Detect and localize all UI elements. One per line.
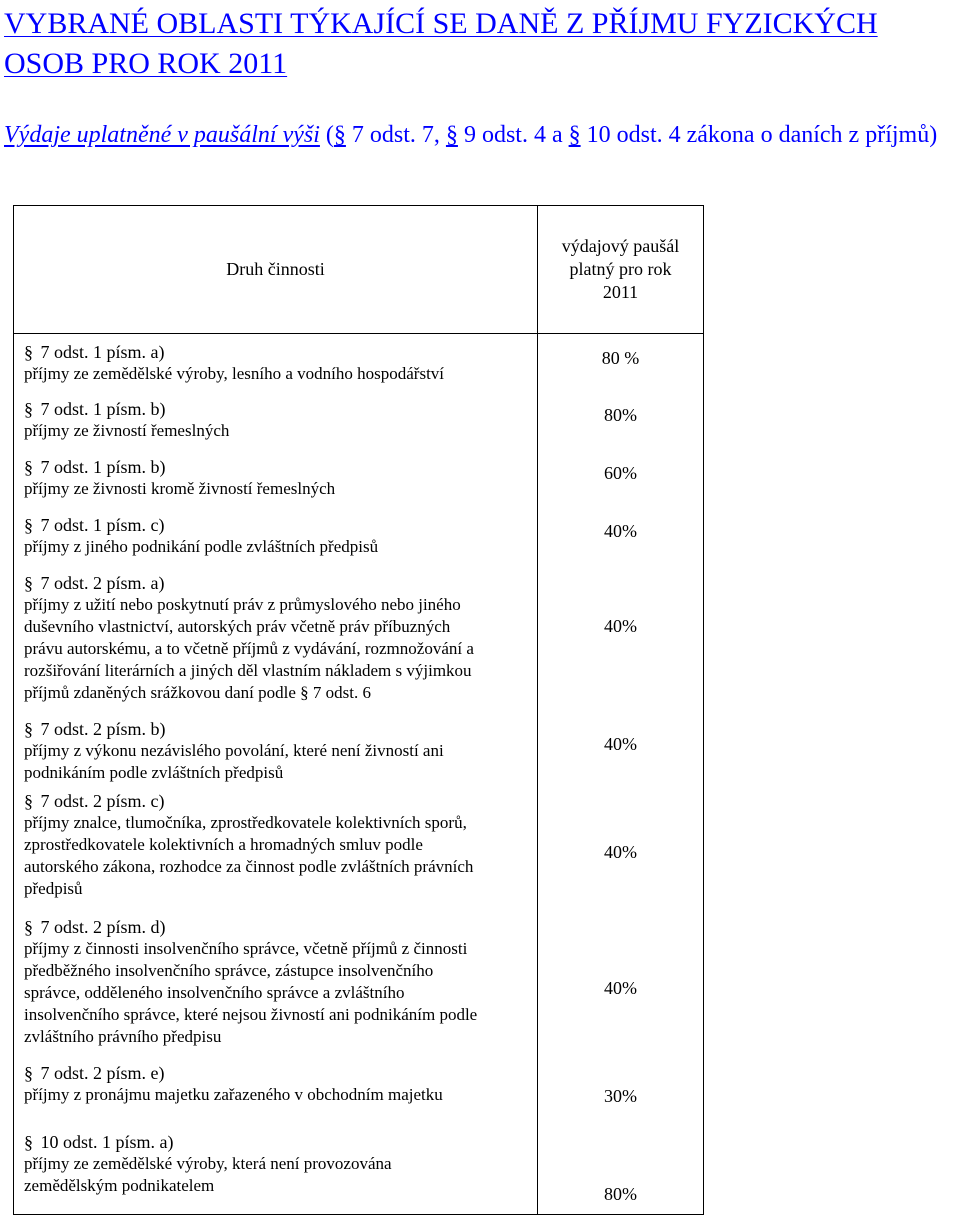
section-symbol: § xyxy=(333,122,346,148)
section-symbol: § xyxy=(24,399,33,419)
section-symbol: § xyxy=(24,1063,33,1083)
activity-reference xyxy=(24,916,531,938)
rate-value: 40% xyxy=(604,521,637,541)
subtitle-part: 7 odst. 7, xyxy=(345,122,446,148)
rate-value: 40% xyxy=(604,978,637,998)
header-rate-line: výdajový paušál xyxy=(561,236,680,256)
activity-entry xyxy=(24,718,531,784)
activity-reference xyxy=(24,514,531,536)
expense-rate-table xyxy=(13,205,704,1215)
activity-entry xyxy=(24,456,531,500)
activity-description-line: příjmů zdaněných srážkovou daní podle § 7 odst. 6 xyxy=(24,683,372,702)
section-symbol: § xyxy=(24,791,33,811)
activity-reference-text: 7 odst. 1 písm. b) xyxy=(36,457,166,477)
activity-description-line: zvláštního právního předpisu xyxy=(24,1027,222,1046)
activity-entry xyxy=(24,341,531,385)
rate-value: 80% xyxy=(604,1184,637,1204)
activity-description-line: podnikáním podle zvláštních předpisů xyxy=(24,763,284,782)
activity-description-line: příjmy z jiného podnikání podle zvláštních předpisů xyxy=(24,537,379,556)
section-symbol: § xyxy=(24,917,33,937)
section-symbol: § xyxy=(445,122,458,148)
section-symbol: § xyxy=(24,457,33,477)
activity-description-line: zprostředkovatele kolektivních a hromadných smluv podle xyxy=(24,835,423,854)
activity-reference-text: 7 odst. 1 písm. a) xyxy=(36,342,165,362)
rate-column xyxy=(538,334,704,1215)
section-symbol: § xyxy=(24,515,33,535)
activity-description-line: příjmy ze živností řemeslných xyxy=(24,421,230,440)
activity-reference xyxy=(24,718,531,740)
activity-description-line: právu autorskému, a to včetně příjmů z vydávání, rozmnožování a xyxy=(24,639,474,658)
activity-reference-text: 7 odst. 1 písm. c) xyxy=(36,515,165,535)
activity-entry xyxy=(24,398,531,442)
activity-reference xyxy=(24,341,531,363)
activity-entry xyxy=(24,1062,531,1106)
rate-value: 40% xyxy=(604,734,637,754)
activity-reference xyxy=(24,398,531,420)
activity-description-line: duševního vlastnictví, autorských práv včetně práv příbuzných xyxy=(24,617,451,636)
activity-description-line: příjmy z činnosti insolvenčního správce, včetně příjmů z činnosti xyxy=(24,939,468,958)
rate-value: 40% xyxy=(604,842,637,862)
activity-description-line: příjmy z výkonu nezávislého povolání, které není živností ani xyxy=(24,741,444,760)
activity-description-line: příjmy ze živnosti kromě živností řemeslných xyxy=(24,479,336,498)
section-symbol: § xyxy=(24,573,33,593)
activity-entry xyxy=(24,514,531,558)
activity-entry xyxy=(24,572,531,704)
activity-reference xyxy=(24,456,531,478)
subtitle-part: 9 odst. 4 a xyxy=(457,122,569,148)
document-title: VYBRANÉ OBLASTI TÝKAJÍCÍ SE DANĚ Z PŘÍJMU FYZICKÝCH OSOB PRO ROK 2011 xyxy=(4,7,878,80)
section-symbol: § xyxy=(24,1132,33,1152)
rate-value: 40% xyxy=(604,616,637,636)
rate-value: 80% xyxy=(604,405,637,425)
activity-description-line: rozšiřování literárních a jiných děl vlastním nákladem s výjimkou xyxy=(24,661,472,680)
activity-entry xyxy=(24,916,531,1048)
section-symbol: § xyxy=(24,342,33,362)
section-symbol: § xyxy=(24,719,33,739)
document-subtitle xyxy=(4,119,960,151)
activity-description-line: příjmy z pronájmu majetku zařazeného v obchodním majetku xyxy=(24,1085,443,1104)
activity-description-line: příjmy ze zemědělské výroby, která není provozována xyxy=(24,1154,392,1173)
activity-reference xyxy=(24,1062,531,1084)
activity-description-line: zemědělským podnikatelem xyxy=(24,1176,215,1195)
activity-description-line: příjmy znalce, tlumočníka, zprostředkovatele kolektivních sporů, xyxy=(24,813,467,832)
activity-reference-text: 7 odst. 1 písm. b) xyxy=(36,399,166,419)
rate-value: 60% xyxy=(604,463,637,483)
activity-description-line: předběžného insolvenčního správce, zástupce insolvenčního xyxy=(24,961,434,980)
table-body-row xyxy=(14,334,704,1215)
header-rate-line: 2011 xyxy=(602,282,639,302)
activity-reference xyxy=(24,572,531,594)
header-rate-line: platný pro rok xyxy=(569,259,672,279)
activity-description-line: příjmy z užití nebo poskytnutí práv z průmyslového nebo jiného xyxy=(24,595,461,614)
table-header-row xyxy=(14,206,704,334)
activity-reference-text: 7 odst. 2 písm. a) xyxy=(36,573,165,593)
activity-reference-text: 7 odst. 2 písm. e) xyxy=(36,1063,165,1083)
rate-value: 80 % xyxy=(601,348,640,368)
activity-description-line: insolvenčního správce, které nejsou živností ani podnikáním podle xyxy=(24,1005,478,1024)
activity-description-line: předpisů xyxy=(24,879,83,898)
activity-column xyxy=(14,334,538,1215)
activity-reference-text: 7 odst. 2 písm. d) xyxy=(36,917,166,937)
activity-reference xyxy=(24,790,531,812)
rate-value: 30% xyxy=(604,1086,637,1106)
subtitle-paren-open: ( xyxy=(319,122,334,148)
activity-description-line: příjmy ze zemědělské výroby, lesního a vodního hospodářství xyxy=(24,364,445,383)
section-symbol: § xyxy=(568,122,581,148)
activity-entry xyxy=(24,1131,531,1197)
subtitle-lead: Výdaje uplatněné v paušální výši xyxy=(4,122,320,148)
activity-reference-text: 7 odst. 2 písm. c) xyxy=(36,791,165,811)
header-rate xyxy=(538,206,704,334)
activity-entry xyxy=(24,790,531,900)
activity-description-line: autorského zákona, rozhodce za činnost podle zvláštních právních xyxy=(24,857,474,876)
activity-reference-text: 10 odst. 1 písm. a) xyxy=(36,1132,174,1152)
header-activity: Druh činnosti xyxy=(14,206,538,334)
activity-reference xyxy=(24,1131,531,1153)
subtitle-part: 10 odst. 4 zákona o daních z příjmů) xyxy=(580,122,938,148)
activity-reference-text: 7 odst. 2 písm. b) xyxy=(36,719,166,739)
activity-description-line: správce, odděleného insolvenčního správce a zvláštního xyxy=(24,983,405,1002)
